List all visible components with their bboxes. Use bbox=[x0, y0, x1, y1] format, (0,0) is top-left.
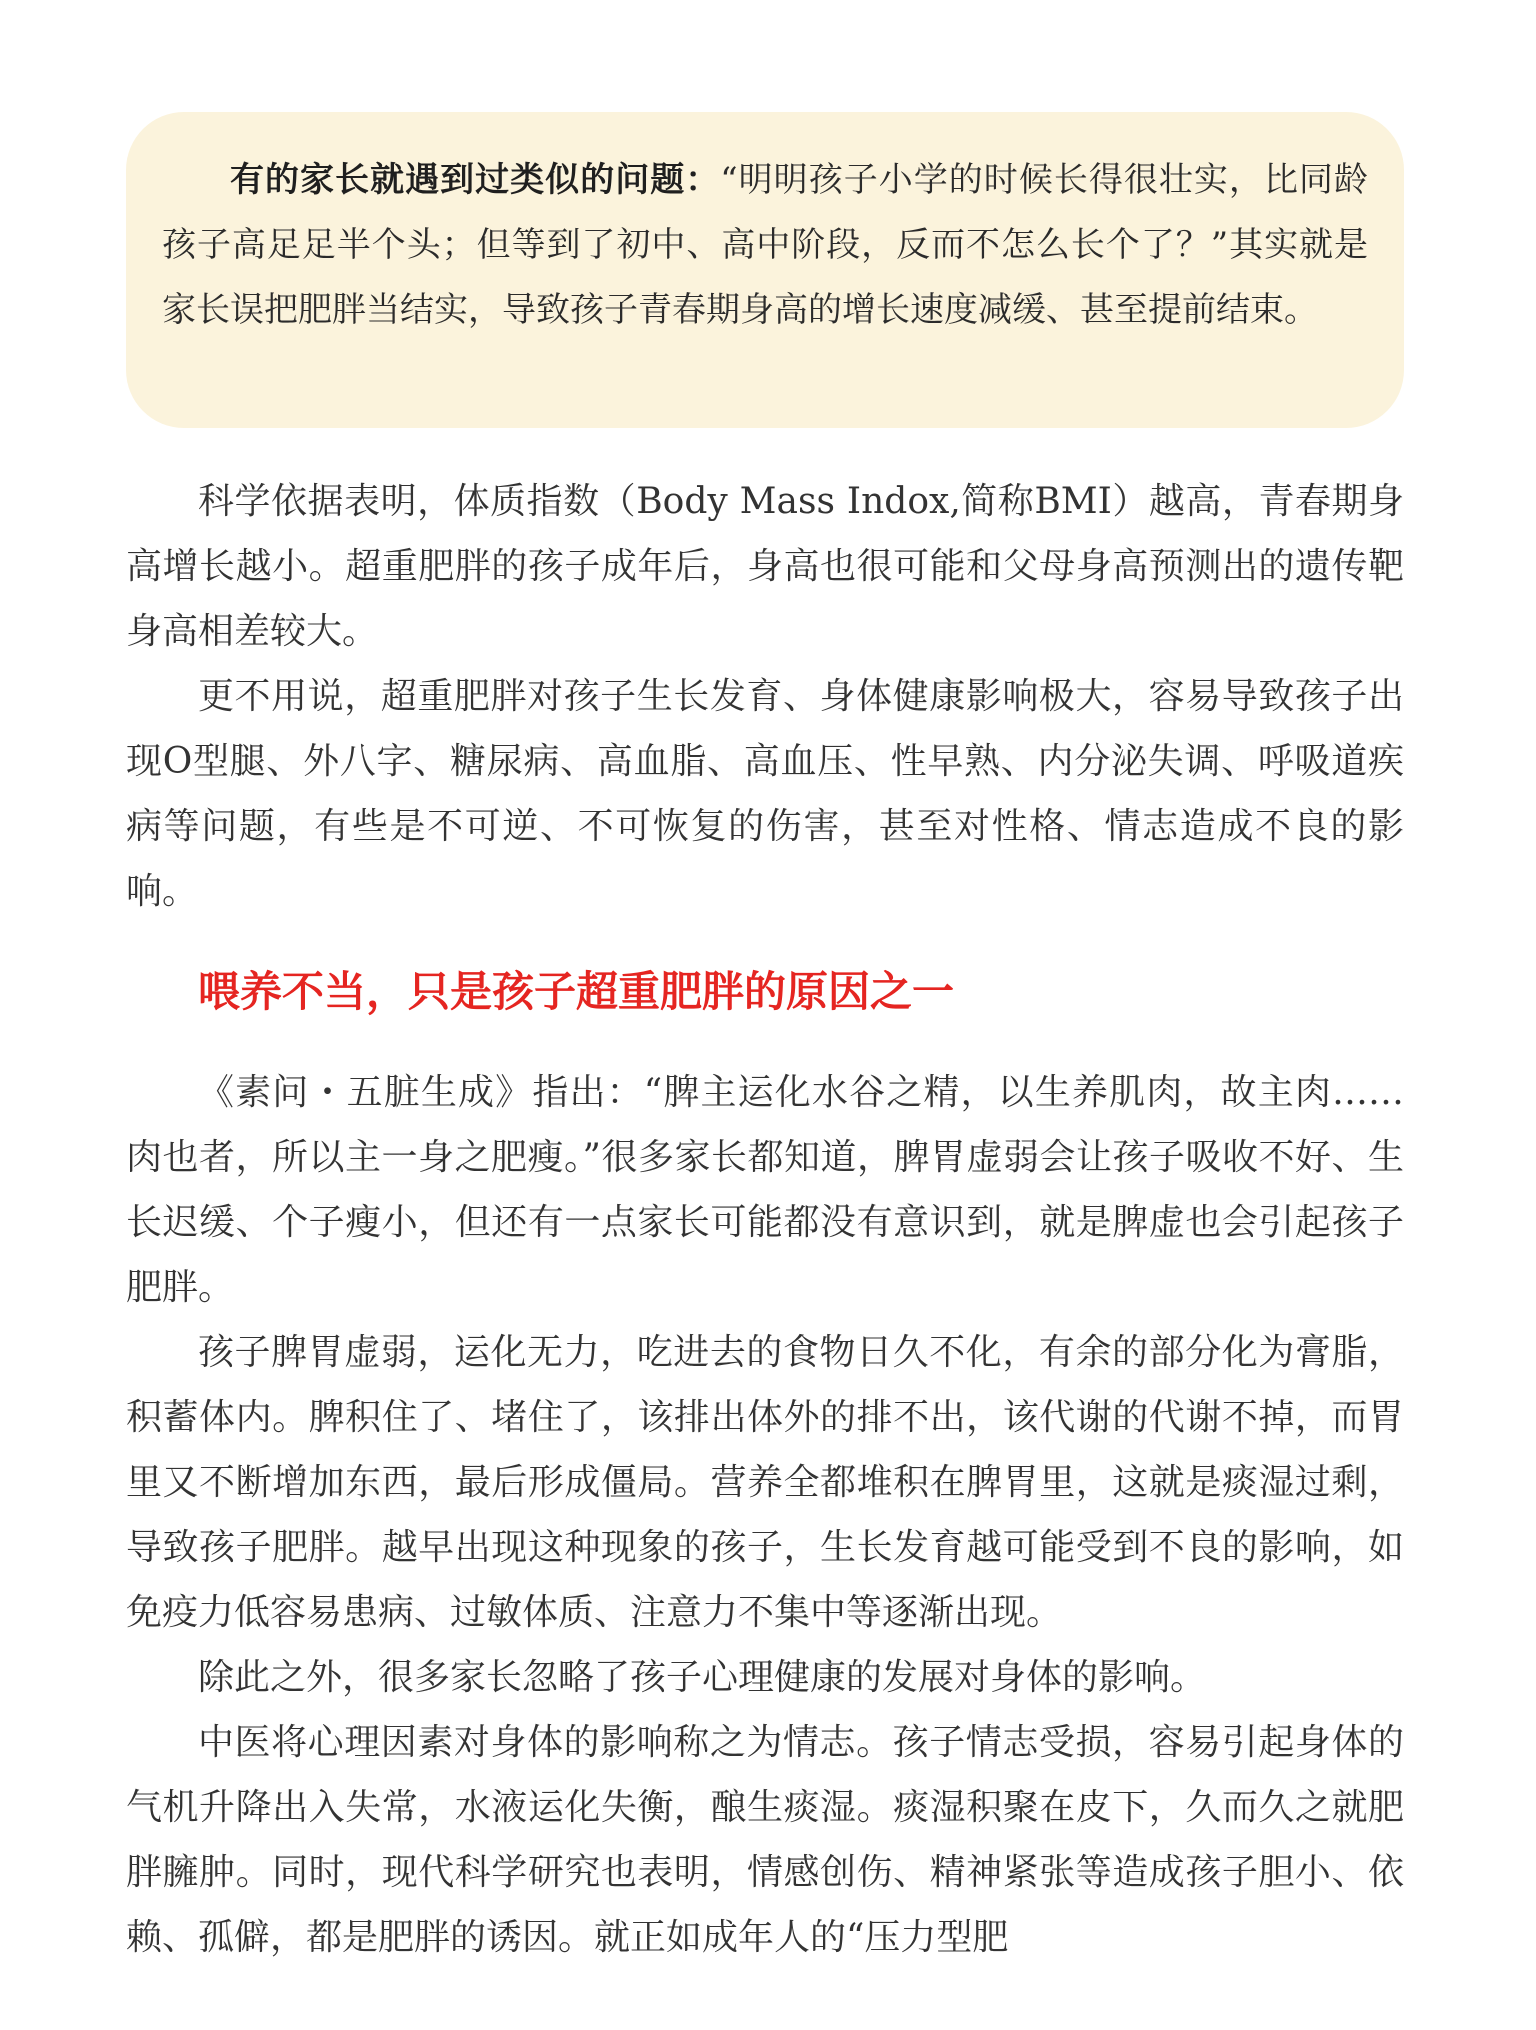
callout-text: “明明孩子小学的时候长得很壮实，比同龄孩子高足足半个头；但等到了初中、高中阶段，反而不怎么长个了？”其实就是家长误把肥胖当结实，导致孩子青春期身高的增长速度减缓、甚至提前结束。 bbox=[162, 160, 1368, 330]
section-body bbox=[126, 1060, 1404, 1970]
paragraph-health-impact: 更不用说，超重肥胖对孩子生长发育、身体健康影响极大，容易导致孩子出现O型腿、外八字、糖尿病、高血脂、高血压、性早熟、内分泌失调、呼吸道疾病等问题，有些是不可逆、不可恢复的伤害，甚至对性格、情志造成不良的影响。 bbox=[126, 676, 1404, 912]
paragraph-suwen-quote: 《素问・五脏生成》指出：“脾主运化水谷之精，以生养肌肉，故主肉……肉也者，所以主一身之肥瘦。”很多家长都知道，脾胃虚弱会让孩子吸收不好、生长迟缓、个子瘦小，但还有一点家长可能都没有意识到，就是脾虚也会引起孩子肥胖。 bbox=[126, 1072, 1404, 1308]
intro-section bbox=[126, 469, 1404, 924]
section-heading: 喂养不当，只是孩子超重肥胖的原因之一 bbox=[198, 967, 955, 1016]
paragraph-bmi: 科学依据表明，体质指数（Body Mass Indox,简称BMI）越高，青春期身高增长越小。超重肥胖的孩子成年后，身高也很可能和父母身高预测出的遗传靶身高相差较大。 bbox=[126, 481, 1404, 652]
paragraph-emotion: 中医将心理因素对身体的影响称之为情志。孩子情志受损，容易引起身体的气机升降出入失常，水液运化失衡，酿生痰湿。痰湿积聚在皮下，久而久之就肥胖臃肿。同时，现代科学研究也表明，情感创伤、精神紧张等造成孩子胆小、依赖、孤僻，都是肥胖的诱因。就正如成年人的“压力型肥 bbox=[126, 1722, 1404, 1958]
callout-lead: 有的家长就遇到过类似的问题： bbox=[230, 160, 721, 200]
paragraph-psychology: 除此之外，很多家长忽略了孩子心理健康的发展对身体的影响。 bbox=[198, 1657, 1207, 1698]
callout-box bbox=[126, 112, 1404, 428]
paragraph-spleen-weakness: 孩子脾胃虚弱，运化无力，吃进去的食物日久不化，有余的部分化为膏脂，积蓄体内。脾积住了、堵住了，该排出体外的排不出，该代谢的代谢不掉，而胃里又不断增加东西，最后形成僵局。营养全都堆积在脾胃里，这就是痰湿过剩，导致孩子肥胖。越早出现这种现象的孩子，生长发育越可能受到不良的影响，如免疫力低容易患病、过敏体质、注意力不集中等逐渐出现。 bbox=[126, 1332, 1404, 1633]
